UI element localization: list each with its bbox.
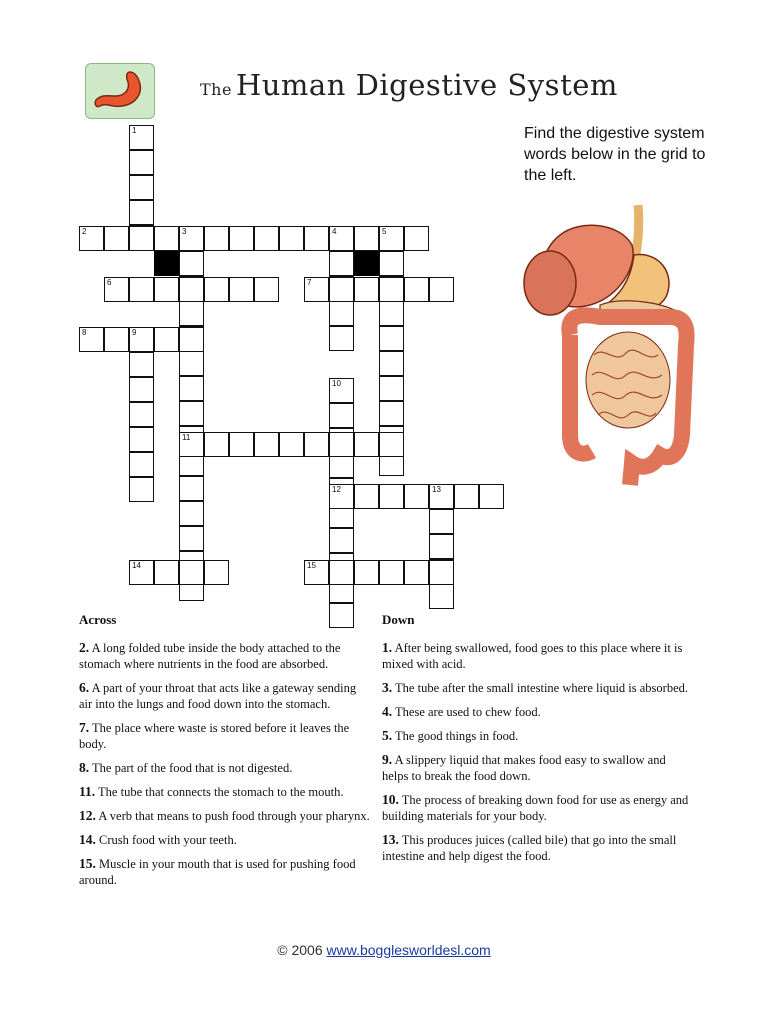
grid-cell[interactable] [204, 560, 229, 585]
grid-cell[interactable] [129, 175, 154, 200]
grid-cell[interactable] [404, 226, 429, 251]
grid-cell[interactable] [354, 560, 379, 585]
grid-cell[interactable] [229, 277, 254, 302]
grid-cell[interactable] [329, 560, 354, 585]
title-main: Human Digestive System [235, 68, 618, 102]
grid-cell[interactable] [179, 376, 204, 401]
clue-text: Muscle in your mouth that is used for pushing food around. [79, 857, 356, 887]
clue-number: 11 [182, 433, 191, 442]
website-link[interactable]: www.bogglesworldesl.com [326, 942, 491, 958]
stomach-icon [86, 64, 154, 118]
across-clues [79, 612, 372, 896]
clue-text: A part of your throat that acts like a gateway sending air into the lungs and food down into the stomach. [79, 681, 357, 711]
grid-cell[interactable] [179, 401, 204, 426]
grid-cell[interactable] [104, 327, 129, 352]
grid-cell[interactable] [179, 301, 204, 326]
clue-number: 8 [82, 328, 87, 337]
grid-cell[interactable] [129, 402, 154, 427]
clue-number: 3 [182, 227, 187, 236]
clue-num: 15. [79, 856, 96, 871]
clue-number: 7 [307, 278, 312, 287]
copyright: © 2006 [277, 942, 323, 958]
clue-number: 2 [82, 227, 87, 236]
across-clue [79, 760, 372, 776]
down-heading: Down [382, 612, 415, 627]
digestive-organs-illustration [520, 205, 700, 495]
clue-num: 2. [79, 640, 90, 655]
grid-cell[interactable] [129, 277, 154, 302]
grid-cell[interactable] [179, 476, 204, 501]
clue-num: 13. [382, 832, 399, 847]
across-clue [79, 720, 372, 752]
grid-cell[interactable] [154, 277, 179, 302]
grid-cell[interactable] [304, 560, 329, 585]
clue-num: 9. [382, 752, 393, 767]
clue-num: 12. [79, 808, 96, 823]
worksheet-title [200, 68, 618, 102]
grid-cell[interactable] [254, 277, 279, 302]
grid-cell[interactable] [404, 277, 429, 302]
across-clue [79, 832, 372, 848]
grid-cell[interactable] [379, 401, 404, 426]
grid-cell[interactable] [329, 251, 354, 276]
grid-cell[interactable] [154, 560, 179, 585]
clue-text: This produces juices (called bile) that go into the small intestine and help digest the food. [382, 833, 677, 863]
across-heading: Across [79, 612, 117, 627]
clue-number: 10 [332, 379, 341, 388]
clue-number: 12 [332, 485, 341, 494]
clue-number: 13 [432, 485, 441, 494]
clue-number: 15 [307, 561, 316, 570]
grid-cell[interactable] [129, 150, 154, 175]
title-prefix: The [200, 80, 232, 99]
clue-text: The part of the food that is not digested. [92, 761, 293, 775]
grid-cell[interactable] [129, 427, 154, 452]
clue-text: Crush food with your teeth. [99, 833, 237, 847]
down-clue [382, 752, 692, 784]
grid-cell[interactable] [379, 301, 404, 326]
down-clues [382, 612, 692, 872]
grid-cell[interactable] [179, 351, 204, 376]
grid-cell[interactable] [129, 560, 154, 585]
across-clue [79, 808, 372, 824]
clue-number: 9 [132, 328, 137, 337]
grid-cell[interactable] [429, 560, 454, 585]
black-square [154, 251, 179, 276]
grid-cell[interactable] [129, 377, 154, 402]
clue-text: The tube that connects the stomach to the mouth. [98, 785, 344, 799]
grid-cell[interactable] [454, 484, 479, 509]
across-clue [79, 784, 372, 800]
grid-cell[interactable] [129, 226, 154, 251]
grid-cell[interactable] [379, 351, 404, 376]
grid-cell[interactable] [104, 277, 129, 302]
clue-num: 3. [382, 680, 393, 695]
grid-cell[interactable] [304, 226, 329, 251]
grid-cell[interactable] [154, 327, 179, 352]
clue-text: After being swallowed, food goes to this place where it is mixed with acid. [382, 641, 683, 671]
clue-text: The process of breaking down food for use as energy and building materials for your body. [382, 793, 689, 823]
grid-cell[interactable] [179, 277, 204, 302]
grid-cell[interactable] [204, 226, 229, 251]
grid-cell[interactable] [279, 226, 304, 251]
grid-cell[interactable] [329, 403, 354, 428]
clue-number: 14 [132, 561, 141, 570]
grid-cell[interactable] [329, 528, 354, 553]
clue-number: 1 [132, 126, 137, 135]
grid-cell[interactable] [379, 277, 404, 302]
grid-cell[interactable] [429, 277, 454, 302]
grid-cell[interactable] [354, 432, 379, 457]
grid-cell[interactable] [129, 352, 154, 377]
grid-cell[interactable] [204, 432, 229, 457]
grid-cell[interactable] [304, 277, 329, 302]
grid-cell[interactable] [179, 251, 204, 276]
clue-num: 8. [79, 760, 90, 775]
grid-cell[interactable] [379, 376, 404, 401]
grid-cell[interactable] [129, 452, 154, 477]
grid-cell[interactable] [379, 251, 404, 276]
clue-num: 14. [79, 832, 96, 847]
grid-cell[interactable] [254, 432, 279, 457]
grid-cell[interactable] [354, 277, 379, 302]
grid-cell[interactable] [229, 226, 254, 251]
grid-cell[interactable] [79, 226, 104, 251]
grid-cell[interactable] [354, 226, 379, 251]
instructions: Find the digestive system words below in the grid to the left. [524, 125, 706, 184]
grid-cell[interactable] [429, 584, 454, 609]
grid-cell[interactable] [429, 534, 454, 559]
across-clue [79, 680, 372, 712]
grid-cell[interactable] [329, 277, 354, 302]
clue-text: A long folded tube inside the body attached to the stomach where nutrients in the food are absorbed. [79, 641, 341, 671]
grid-cell[interactable] [354, 484, 379, 509]
grid-cell[interactable] [129, 327, 154, 352]
grid-cell[interactable] [179, 560, 204, 585]
grid-cell[interactable] [429, 484, 454, 509]
grid-cell[interactable] [254, 226, 279, 251]
across-clue [79, 640, 372, 672]
footer [0, 942, 768, 958]
grid-cell[interactable] [479, 484, 504, 509]
grid-cell[interactable] [379, 560, 404, 585]
clue-text: The place where waste is stored before it leaves the body. [79, 721, 350, 751]
grid-cell[interactable] [379, 326, 404, 351]
down-clue [382, 792, 692, 824]
clue-num: 10. [382, 792, 399, 807]
clue-number: 4 [332, 227, 337, 236]
grid-cell[interactable] [379, 432, 404, 457]
grid-cell[interactable] [379, 484, 404, 509]
digestive-organs-icon [520, 205, 700, 495]
clue-text: The tube after the small intestine where liquid is absorbed. [395, 681, 688, 695]
clue-num: 1. [382, 640, 393, 655]
grid-cell[interactable] [229, 432, 254, 457]
across-clue [79, 856, 372, 888]
grid-cell[interactable] [129, 125, 154, 150]
clue-num: 6. [79, 680, 90, 695]
clue-number: 5 [382, 227, 387, 236]
clue-num: 11. [79, 784, 96, 799]
grid-cell[interactable] [179, 226, 204, 251]
grid-cell[interactable] [329, 301, 354, 326]
grid-cell[interactable] [129, 200, 154, 225]
down-clue [382, 728, 692, 744]
grid-cell[interactable] [179, 327, 204, 352]
grid-cell[interactable] [329, 378, 354, 403]
clue-num: 4. [382, 704, 393, 719]
stomach-logo [85, 63, 155, 119]
down-clue [382, 640, 692, 672]
grid-cell[interactable] [279, 432, 304, 457]
grid-cell[interactable] [79, 327, 104, 352]
black-square [354, 251, 379, 276]
grid-cell[interactable] [179, 526, 204, 551]
grid-cell[interactable] [429, 509, 454, 534]
grid-cell[interactable] [304, 432, 329, 457]
clue-text: The good things in food. [395, 729, 519, 743]
grid-cell[interactable] [179, 501, 204, 526]
clue-text: A verb that means to push food through your pharynx. [98, 809, 370, 823]
grid-cell[interactable] [154, 226, 179, 251]
grid-cell[interactable] [379, 226, 404, 251]
clue-num: 5. [382, 728, 393, 743]
grid-cell[interactable] [179, 432, 204, 457]
down-clue [382, 704, 692, 720]
grid-cell[interactable] [404, 484, 429, 509]
grid-cell[interactable] [329, 226, 354, 251]
clue-num: 7. [79, 720, 90, 735]
grid-cell[interactable] [329, 432, 354, 457]
grid-cell[interactable] [329, 326, 354, 351]
grid-cell[interactable] [129, 477, 154, 502]
clue-number: 6 [107, 278, 112, 287]
grid-cell[interactable] [204, 277, 229, 302]
down-clue [382, 680, 692, 696]
grid-cell[interactable] [329, 484, 354, 509]
grid-cell[interactable] [104, 226, 129, 251]
clue-text: A slippery liquid that makes food easy to swallow and helps to break the food down. [382, 753, 666, 783]
down-clue [382, 832, 692, 864]
grid-cell[interactable] [404, 560, 429, 585]
clue-text: These are used to chew food. [395, 705, 541, 719]
